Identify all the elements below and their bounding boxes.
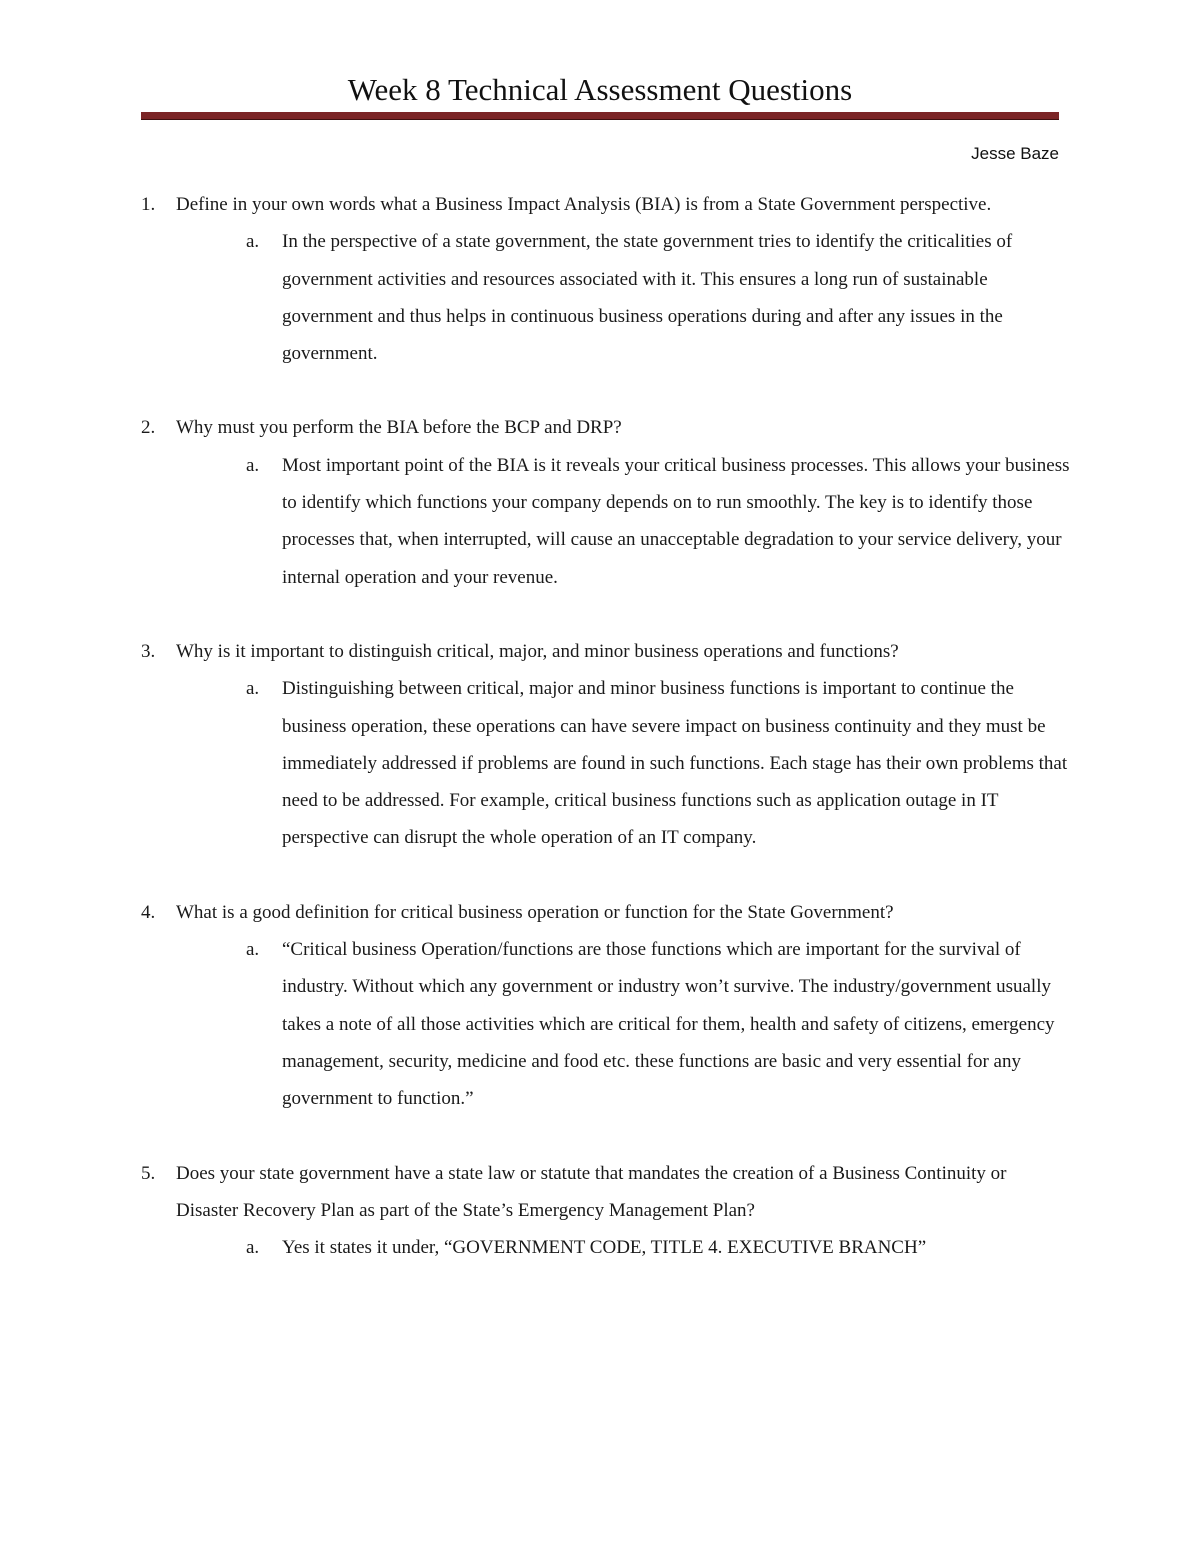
question-list xyxy=(0,186,1200,1303)
question-text: What is a good definition for critical business operation or function for the State Government? xyxy=(176,901,894,923)
answer-text: Most important point of the BIA is it reveals your critical business processes. This allows your business to identify which functions your company depends on to run smoothly. The key is to identify those processes that, when interrupted, will cause an unacceptable degradation to your service delivery, your internal operation and your revenue. xyxy=(282,454,1070,588)
document-title: Week 8 Technical Assessment Questions xyxy=(347,72,853,107)
answer-text: Distinguishing between critical, major and minor business functions is important to continue the business operation, these operations can have severe impact on business continuity and they must be immediately addressed if problems are found in such functions. Each stage has their own problems that need to be addressed. For example, critical business functions such as application outage in IT perspective can disrupt the whole operation of an IT company. xyxy=(282,678,1068,849)
question-text: Define in your own words what a Business Impact Analysis (BIA) is from a State Government perspective. xyxy=(176,194,992,215)
answer-item xyxy=(0,223,1200,372)
question-text: Why must you perform the BIA before the BCP and DRP? xyxy=(176,417,622,439)
answer-letter: a. xyxy=(246,678,260,700)
answer-item xyxy=(0,1229,1200,1266)
question-number: 2. xyxy=(141,417,156,439)
answer-letter: a. xyxy=(246,231,260,253)
question-number: 5. xyxy=(141,1162,156,1184)
question-item-1 xyxy=(0,186,1200,372)
question-number: 1. xyxy=(141,194,156,215)
question-item-5 xyxy=(0,1155,1200,1267)
question-item-4 xyxy=(0,894,1200,1118)
answer-text: “Critical business Operation/functions are those functions which are important for the survival of industry. Without which any government or industry won’t survive. The industry/government usually takes a note of all those activities which are critical for them, health and safety of citizens, emergency management, security, medicine and food etc. these functions are basic and very essential for any government to function.” xyxy=(282,939,1055,1110)
answer-item xyxy=(0,931,1200,1117)
question-text: Does your state government have a state law or statute that mandates the creation of a Business Continuity or Disaster Recovery Plan as part of the State’s Emergency Management Plan? xyxy=(176,1162,1007,1221)
answer-letter: a. xyxy=(246,454,260,476)
question-item-3 xyxy=(0,633,1200,857)
question-number: 3. xyxy=(141,640,156,662)
answer-item xyxy=(0,670,1200,856)
answer-letter: a. xyxy=(246,939,260,961)
question-item-2 xyxy=(0,409,1200,595)
title-underline-rule xyxy=(141,112,1059,120)
answer-item xyxy=(0,447,1200,596)
answer-letter: a. xyxy=(246,1237,260,1259)
author-name: Jesse Baze xyxy=(971,144,1059,163)
answer-text: In the perspective of a state government, the state government tries to identify the criticalities of government activities and resources associated with it. This ensures a long run of sustainable government and thus helps in continuous business operations during and after any issues in the government. xyxy=(282,231,1013,365)
question-text: Why is it important to distinguish critical, major, and minor business operations and functions? xyxy=(176,640,899,662)
answer-text: Yes it states it under, “GOVERNMENT CODE, TITLE 4. EXECUTIVE BRANCH” xyxy=(282,1237,927,1259)
question-number: 4. xyxy=(141,901,156,923)
